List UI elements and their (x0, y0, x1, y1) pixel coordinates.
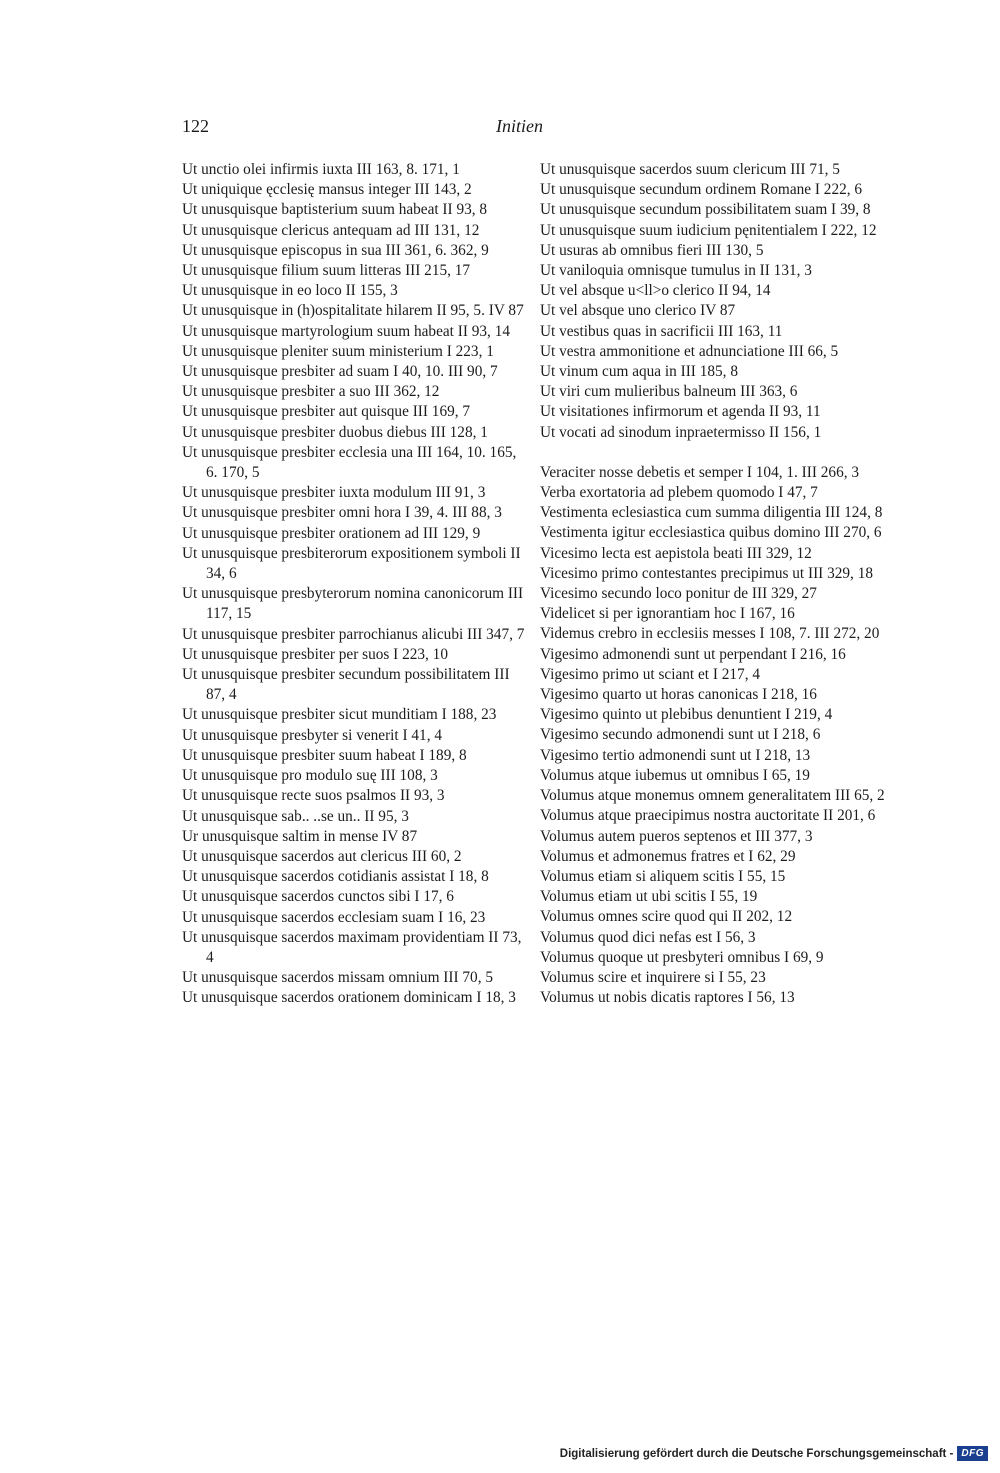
index-entry: Ut unusquisque presbiter ad suam I 40, 10. III 90, 7 (182, 363, 498, 381)
index-entry: Ur unusquisque saltim in mense IV 87 (182, 827, 418, 845)
index-entry: Ut usuras ab omnibus fieri III 130, 5 (540, 241, 764, 259)
index-entry: Ut vestibus quas in sacrificii III 163, 11 (540, 322, 783, 340)
running-head: Initien (496, 116, 543, 136)
index-entry: Volumus etiam ut ubi scitis I 55, 19 (540, 888, 758, 906)
index-entry: Ut vel absque uno clerico IV 87 (540, 302, 736, 320)
index-entry: Videlicet si per ignorantiam hoc I 167, 16 (540, 605, 795, 623)
index-entry: Ut visitationes infirmorum et agenda II 93, 11 (540, 403, 821, 421)
index-entry: Volumus et admonemus fratres et I 62, 29 (540, 847, 796, 865)
index-entry: Volumus atque praecipimus nostra auctoritate II 201, 6 (540, 807, 876, 825)
index-entry: Ut unusquisque episcopus in sua III 361, 6. 362, 9 (182, 241, 489, 259)
index-entry: Ut unusquisque in (h)ospitalitate hilarem II 95, 5. IV 87 (182, 302, 524, 320)
index-entry: Volumus ut nobis dicatis raptores I 56, 13 (540, 989, 795, 1007)
index-entry: Ut unusquisque presbiter suum habeat I 189, 8 (182, 746, 467, 764)
index-entry: Ut unusquisque sab.. ..se un.. II 95, 3 (182, 807, 409, 825)
index-entry: Volumus quoque ut presbyteri omnibus I 69, 9 (540, 948, 824, 966)
index-entry: Vigesimo primo ut sciant et I 217, 4 (540, 665, 761, 683)
index-entry: Volumus quod dici nefas est I 56, 3 (540, 928, 756, 946)
index-entry: Vicesimo secundo loco ponitur de III 329, 27 (540, 585, 817, 603)
index-entry: Ut unusquisque sacerdos missam omnium III 70, 5 (182, 969, 494, 987)
footer-text: Digitalisierung gefördert durch die Deutsche Forschungsgemeinschaft - (559, 1447, 954, 1460)
index-entry: Ut unusquisque sacerdos cunctos sibi I 17, 6 (182, 888, 454, 906)
index-entry: Ut unusquisque presbiter duobus diebus III 128, 1 (182, 423, 488, 441)
index-column-left (182, 160, 527, 1009)
index-entry: Videmus crebro in ecclesiis messes I 108, 7. III 272, 20 (540, 625, 880, 643)
index-entry: Vicesimo lecta est aepistola beati III 329, 12 (540, 544, 812, 562)
index-entry: Volumus etiam si aliquem scitis I 55, 15 (540, 867, 786, 885)
index-entry: Ut unusquisque martyrologium suum habeat II 93, 14 (182, 322, 510, 340)
index-entry: Ut unusquisque presbiter parrochianus alicubi III 347, 7 (182, 625, 525, 643)
index-entry: Ut unusquisque sacerdos maximam providentiam II 73, 4 (182, 928, 522, 966)
index-entry: Vigesimo tertio admonendi sunt ut I 218, 13 (540, 746, 811, 764)
index-entry: Ut unusquisque recte suos psalmos II 93, 3 (182, 787, 445, 805)
index-entry: Ut unusquisque presbiter orationem ad III 129, 9 (182, 524, 481, 542)
index-entry: Ut unusquisque filium suum litteras III 215, 17 (182, 262, 471, 280)
index-entry: Verba exortatoria ad plebem quomodo I 47, 7 (540, 484, 818, 502)
index-entry: Veraciter nosse debetis et semper I 104, 1. III 266, 3 (540, 463, 860, 481)
index-entry: Ut unusquisque presbiter a suo III 362, 12 (182, 383, 440, 401)
index-entry: Volumus atque iubemus ut omnibus I 65, 19 (540, 766, 810, 784)
index-entry: Ut unusquisque sacerdos suum clericum III 71, 5 (540, 161, 840, 178)
index-entry: Volumus scire et inquirere si I 55, 23 (540, 968, 766, 986)
index-entry: Vestimenta eclesiastica cum summa diligentia III 124, 8 (540, 504, 883, 522)
index-entry: Vigesimo admonendi sunt ut perpendant I 216, 16 (540, 645, 846, 663)
index-entry: Ut unusquisque presbiterorum expositionem symboli II 34, 6 (182, 544, 521, 583)
index-entry: Ut unusquisque secundum possibilitatem suam I 39, 8 (540, 201, 871, 219)
index-entry: Volumus omnes scire quod qui II 202, 12 (540, 908, 793, 926)
index-entry: Ut viri cum mulieribus balneum III 363, 6 (540, 383, 798, 401)
index-column-right (540, 160, 885, 1008)
index-entry: Volumus atque monemus omnem generalitatem III 65, 2 (540, 787, 885, 805)
index-entry: Ut unusquisque presbiter per suos I 223, 10 (182, 645, 448, 663)
index-entry: Ut uniquique ęcclesię mansus integer III 143, 2 (182, 181, 472, 199)
index-entry: Ut unctio olei infirmis iuxta III 163, 8. 171, 1 (182, 161, 460, 178)
index-entry: Ut unusquisque suum iudicium pęnitentialem I 222, 12 (540, 221, 877, 239)
index-entry: Vigesimo quinto ut plebibus denuntient I 219, 4 (540, 706, 833, 724)
index-entry: Ut unusquisque sacerdos orationem dominicam I 18, 3 (182, 989, 516, 1007)
index-entry: Vestimenta igitur ecclesiastica quibus domino III 270, 6 (540, 524, 882, 542)
index-entry: Ut unusquisque clericus antequam ad III 131, 12 (182, 221, 480, 239)
page-number: 122 (182, 116, 209, 136)
index-entry: Ut unusquisque presbyter si venerit I 41, 4 (182, 726, 443, 744)
index-entry: Ut unusquisque pro modulo suę III 108, 3 (182, 767, 438, 785)
index-entry: Vigesimo secundo admonendi sunt ut I 218, 6 (540, 726, 821, 744)
index-entry: Ut unusquisque presbiter ecclesia una III 164, 10. 165, 6. 170, 5 (182, 443, 517, 482)
index-group-ut (540, 160, 885, 443)
index-group-v (540, 463, 885, 1008)
index-entry: Ut unusquisque presbiter secundum possibilitatem III 87, 4 (182, 666, 510, 704)
index-entry: Ut vel absque u<ll>o clerico II 94, 14 (540, 282, 771, 300)
index-entry: Ut vaniloquia omnisque tumulus in II 131, 3 (540, 262, 812, 280)
index-entry: Ut unusquisque sacerdos cotidianis assistat I 18, 8 (182, 868, 489, 886)
index-entry: Ut unusquisque presbiter sicut munditiam I 188, 23 (182, 706, 497, 724)
index-entry: Vigesimo quarto ut horas canonicas I 218, 16 (540, 686, 817, 704)
index-entry: Volumus autem pueros septenos et III 377, 3 (540, 827, 813, 845)
index-entry: Ut unusquisque sacerdos aut clericus III 60, 2 (182, 847, 462, 865)
index-entry: Ut vocati ad sinodum inpraetermisso II 156, 1 (540, 423, 822, 441)
index-entry: Ut unusquisque sacerdos ecclesiam suam I 16, 23 (182, 908, 486, 926)
index-entry: Ut unusquisque presbiter omni hora I 39, 4. III 88, 3 (182, 504, 502, 522)
group-separator (540, 443, 885, 463)
index-entry: Ut vinum cum aqua in III 185, 8 (540, 363, 738, 381)
index-entry: Ut unusquisque baptisterium suum habeat II 93, 8 (182, 201, 488, 219)
footer-credit (560, 1446, 988, 1461)
index-entry: Ut unusquisque presbiter iuxta modulum III 91, 3 (182, 484, 486, 502)
index-entry: Ut unusquisque pleniter suum ministerium I 223, 1 (182, 342, 494, 360)
index-entry: Ut unusquisque in eo loco II 155, 3 (182, 282, 398, 300)
index-entry: Vicesimo primo contestantes precipimus ut III 329, 18 (540, 564, 873, 582)
index-entry: Ut unusquisque presbyterorum nomina canonicorum III 117, 15 (182, 585, 524, 623)
dfg-logo: DFG (957, 1446, 988, 1461)
index-entry: Ut unusquisque secundum ordinem Romane I 222, 6 (540, 181, 863, 199)
index-entry: Ut vestra ammonitione et adnunciatione III 66, 5 (540, 342, 839, 360)
index-entry: Ut unusquisque presbiter aut quisque III 169, 7 (182, 403, 471, 421)
